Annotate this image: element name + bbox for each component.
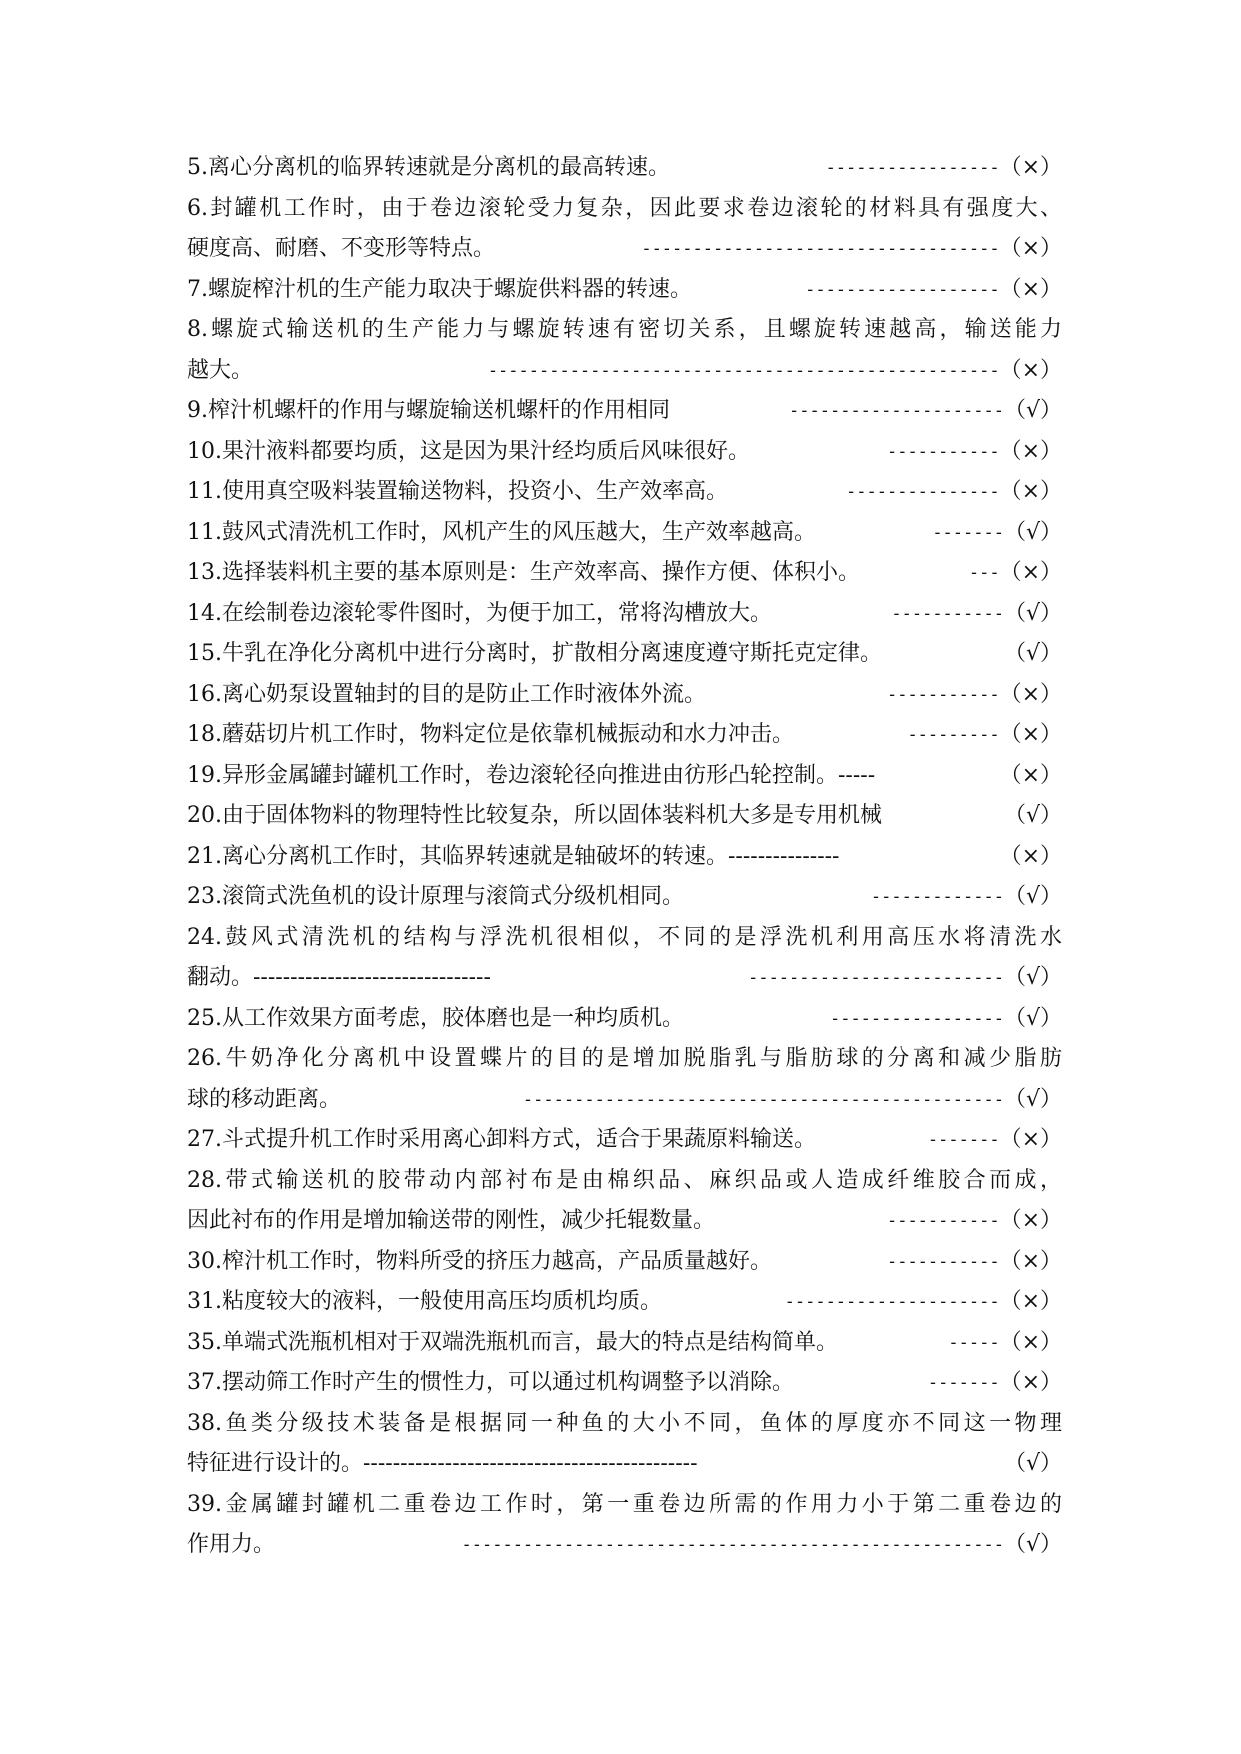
question-text: 球的移动距离。 <box>187 1086 342 1112</box>
question-text: 8.螺旋式输送机的生产能力与螺旋转速有密切关系，且螺旋转速越高，输送能力 <box>187 317 1062 342</box>
dash-leader: --- <box>968 563 1000 583</box>
answer-mark: （×） <box>999 357 1062 383</box>
question-text: 硬度高、耐磨、不变形等特点。 <box>187 236 496 261</box>
question-text: 5.离心分离机的临界转速就是分离机的最高转速。 <box>187 155 670 180</box>
answer-mark: （×） <box>999 1127 1062 1152</box>
question-line <box>187 999 1062 1040</box>
dash-leader: ----------------------------------- <box>641 239 1000 259</box>
answer-mark: （×） <box>999 236 1062 261</box>
question-line <box>187 513 1062 554</box>
question-text: 31.粘度较大的液料，一般使用高压均质机均质。 <box>187 1289 662 1314</box>
dash-leader: ------- <box>927 1130 1000 1150</box>
question-text: 翻动。-------------------------------- <box>187 965 491 990</box>
dash-leader: ----------------- <box>829 1008 1004 1029</box>
answer-mark: （×） <box>999 479 1062 504</box>
dash-leader: ------------------- <box>805 279 1000 300</box>
question-line <box>187 1485 1062 1526</box>
answer-mark: （×） <box>999 276 1062 302</box>
question-text: 作用力。 <box>187 1532 276 1557</box>
answer-mark: （√） <box>1003 1451 1062 1476</box>
question-line <box>187 351 1062 392</box>
dash-leader: ------- <box>927 1373 1000 1393</box>
question-text: 11.使用真空吸料装置输送物料，投资小、生产效率高。 <box>187 479 728 504</box>
question-line <box>187 1525 1062 1566</box>
question-line <box>187 958 1062 999</box>
question-line <box>187 756 1062 797</box>
answer-mark: （√） <box>1003 884 1062 909</box>
question-text: 特征进行设计的。--------------------------------------------- <box>187 1451 698 1476</box>
question-line <box>187 634 1062 675</box>
question-text: 38.鱼类分级技术装备是根据同一种鱼的大小不同，鱼体的厚度亦不同这一物理 <box>187 1410 1062 1436</box>
answer-mark: （×） <box>999 1370 1062 1395</box>
answer-mark: （√） <box>1003 1086 1062 1112</box>
question-line <box>187 1444 1062 1485</box>
question-line <box>187 594 1062 635</box>
question-text: 20.由于固体物料的物理特性比较复杂，所以固体装料机大多是专用机械 <box>187 803 882 828</box>
question-line <box>187 229 1062 270</box>
dash-leader: ----------- <box>886 1251 1000 1272</box>
answer-mark: （×） <box>999 722 1062 747</box>
question-line <box>187 1282 1062 1323</box>
question-line <box>187 796 1062 837</box>
answer-mark: （×） <box>999 1248 1062 1274</box>
question-text: 15.牛乳在净化分离机中进行分离时，扩散相分离速度遵守斯托克定律。 <box>187 641 882 666</box>
question-text: 6.封罐机工作时，由于卷边滚轮受力复杂，因此要求卷边滚轮的材料具有强度大、 <box>187 195 1062 221</box>
answer-mark: （√） <box>1003 1005 1062 1031</box>
question-line <box>187 1161 1062 1202</box>
question-text: 28.带式输送机的胶带动内部衬布是由棉织品、麻织品或人造成纤维胶合而成， <box>187 1167 1062 1193</box>
dash-leader: --------------- <box>846 482 1000 502</box>
question-text: 26.牛奶净化分离机中设置蝶片的目的是增加脱脂乳与脂肪球的分离和减少脂肪 <box>187 1046 1062 1071</box>
question-text: 21.离心分离机工作时，其临界转速就是轴破坏的转速。--------------- <box>187 843 840 869</box>
answer-mark: （×） <box>999 762 1062 788</box>
dash-leader: ----------- <box>886 684 1000 705</box>
question-text: 13.选择装料机主要的基本原则是：生产效率高、操作方便、体积小。 <box>187 560 860 585</box>
answer-mark: （√） <box>1003 965 1062 990</box>
question-text: 18.蘑菇切片机工作时，物料定位是依靠机械振动和水力冲击。 <box>187 722 794 747</box>
answer-mark: （×） <box>999 1289 1062 1314</box>
question-line <box>187 1120 1062 1161</box>
question-line <box>187 270 1062 311</box>
dash-leader: ------------------------- <box>748 968 1004 988</box>
answer-mark: （√） <box>1003 519 1062 545</box>
question-text: 16.离心奶泵设置轴封的目的是防止工作时液体外流。 <box>187 681 706 707</box>
question-line <box>187 148 1062 189</box>
answer-mark: （×） <box>999 1329 1062 1355</box>
question-line <box>187 553 1062 594</box>
question-line <box>187 432 1062 473</box>
question-text: 越大。 <box>187 357 254 383</box>
question-line <box>187 837 1062 878</box>
question-text: 35.单端式洗瓶机相对于双端洗瓶机而言，最大的特点是结构简单。 <box>187 1329 838 1355</box>
question-line <box>187 675 1062 716</box>
dash-leader: ------------- <box>870 887 1004 907</box>
question-line <box>187 918 1062 959</box>
answer-mark: （×） <box>999 681 1062 707</box>
dash-leader: ----------------- <box>825 158 1000 178</box>
question-line <box>187 1080 1062 1121</box>
dash-leader: ----------------------------------------------------- <box>461 1535 1004 1555</box>
answer-mark: （√） <box>1003 641 1062 666</box>
question-line <box>187 1363 1062 1404</box>
dash-leader: --------- <box>907 725 1000 745</box>
question-line <box>187 1323 1062 1364</box>
question-line <box>187 1039 1062 1080</box>
answer-mark: （√） <box>1003 398 1062 423</box>
question-text: 30.榨汁机工作时，物料所受的挤压力越高，产品质量越好。 <box>187 1248 772 1274</box>
dash-leader: ----- <box>948 1332 1000 1353</box>
question-line <box>187 1242 1062 1283</box>
dash-leader: ----------- <box>886 1211 1000 1231</box>
question-text: 7.螺旋榨汁机的生产能力取决于螺旋供料器的转速。 <box>187 276 692 302</box>
question-text: 9.榨汁机螺杆的作用与螺旋输送机螺杆的作用相同 <box>187 398 670 423</box>
answer-mark: （×） <box>999 560 1062 585</box>
question-line <box>187 1201 1062 1242</box>
dash-leader: -------------------------------------------------- <box>487 360 1000 381</box>
answer-mark: （√） <box>1003 803 1062 828</box>
dash-leader: --------------------- <box>789 401 1004 421</box>
dash-leader: --------------------- <box>784 1292 1000 1312</box>
question-line <box>187 877 1062 918</box>
answer-mark: （×） <box>999 1208 1062 1233</box>
question-text: 24.鼓风式清洗机的结构与浮洗机很相似，不同的是浮洗机利用高压水将清洗水 <box>187 924 1062 950</box>
dash-leader: ----------- <box>891 603 1004 624</box>
question-text: 27.斗式提升机工作时采用离心卸料方式，适合于果蔬原料输送。 <box>187 1127 816 1152</box>
question-text: 25.从工作效果方面考虑，胶体磨也是一种均质机。 <box>187 1005 684 1031</box>
question-line <box>187 391 1062 432</box>
question-text: 11.鼓风式清洗机工作时，风机产生的风压越大，生产效率越高。 <box>187 519 816 545</box>
answer-mark: （√） <box>1003 1532 1062 1557</box>
question-line <box>187 310 1062 351</box>
answer-mark: （×） <box>999 438 1062 464</box>
question-line <box>187 715 1062 756</box>
question-line <box>187 1404 1062 1445</box>
question-text: 23.滚筒式洗鱼机的设计原理与滚筒式分级机相同。 <box>187 884 684 909</box>
dash-leader: ----------------------------------------------- <box>522 1089 1004 1110</box>
question-text: 37.摆动筛工作时产生的惯性力，可以通过机构调整予以消除。 <box>187 1370 794 1395</box>
answer-mark: （×） <box>999 843 1062 869</box>
answer-mark: （×） <box>999 155 1062 180</box>
question-list <box>187 148 1062 1566</box>
answer-mark: （√） <box>1003 600 1062 626</box>
question-line <box>187 189 1062 230</box>
question-text: 10.果汁液料都要均质，这是因为果汁经均质后风味很好。 <box>187 438 750 464</box>
dash-leader: ------- <box>932 522 1004 543</box>
question-line <box>187 472 1062 513</box>
question-text: 39.金属罐封罐机二重卷边工作时，第一重卷边所需的作用力小于第二重卷边的 <box>187 1491 1062 1517</box>
question-text: 因此衬布的作用是增加输送带的刚性，减少托辊数量。 <box>187 1208 716 1233</box>
question-text: 14.在绘制卷边滚轮零件图时，为便于加工，常将沟槽放大。 <box>187 600 772 626</box>
question-text: 19.异形金属罐封罐机工作时，卷边滚轮径向推进由彷形凸轮控制。----- <box>187 762 876 788</box>
dash-leader: ----------- <box>886 441 1000 462</box>
